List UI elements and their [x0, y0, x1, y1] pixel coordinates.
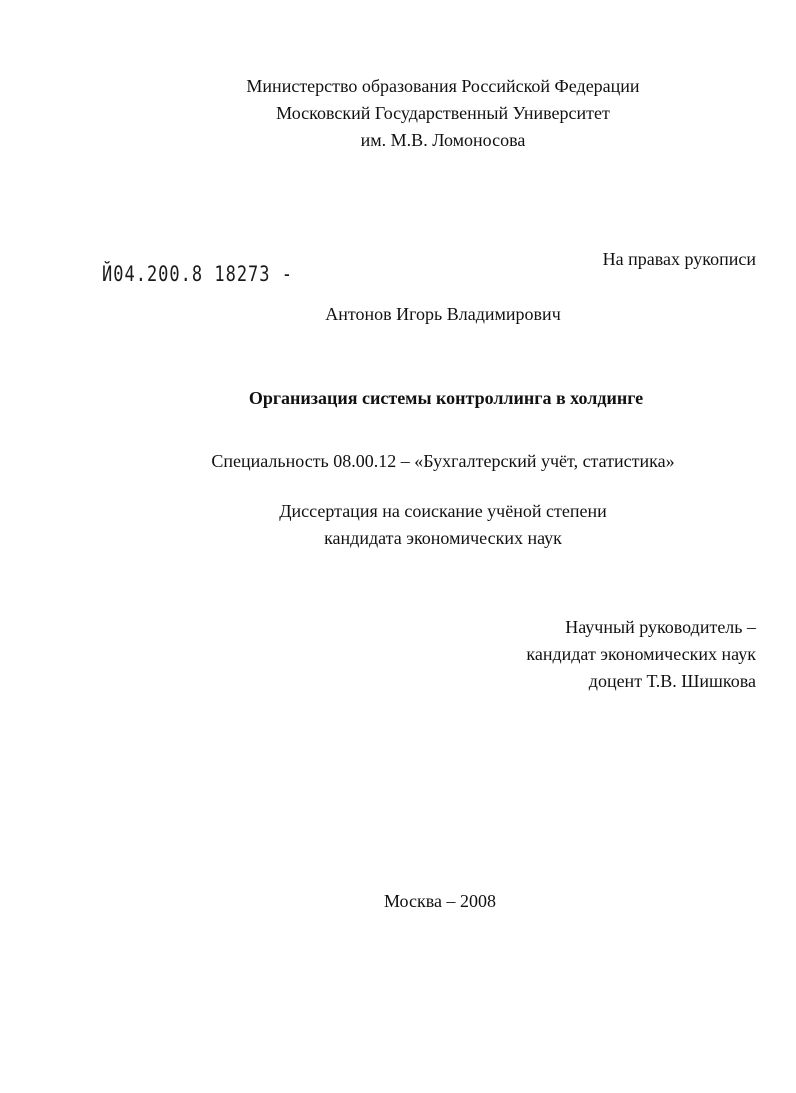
manuscript-note: На правах рукописи [602, 249, 756, 269]
degree-line-2: кандидата экономических наук [324, 528, 562, 548]
supervisor-line-2: кандидат экономических наук [526, 644, 756, 664]
city-year-footer: Москва – 2008 [384, 891, 496, 911]
university-named-after: им. М.В. Ломоносова [360, 130, 526, 150]
supervisor-line-1: Научный руководитель – [565, 617, 756, 637]
specialty-line: Специальность 08.00.12 – «Бухгалтерский учёт, статистика» [211, 451, 675, 471]
degree-line-1: Диссертация на соискание учёной степени [279, 501, 607, 521]
ministry-heading: Министерство образования Российской Федерации [246, 76, 640, 96]
library-stamp-number: Й04.200.8 18273 - [102, 262, 293, 287]
dissertation-title: Организация системы контроллинга в холдинге [248, 388, 644, 408]
university-heading: Московский Государственный Университет [276, 103, 610, 123]
supervisor-line-3: доцент Т.В. Шишкова [588, 671, 756, 691]
author-name: Антонов Игорь Владимирович [325, 304, 561, 324]
